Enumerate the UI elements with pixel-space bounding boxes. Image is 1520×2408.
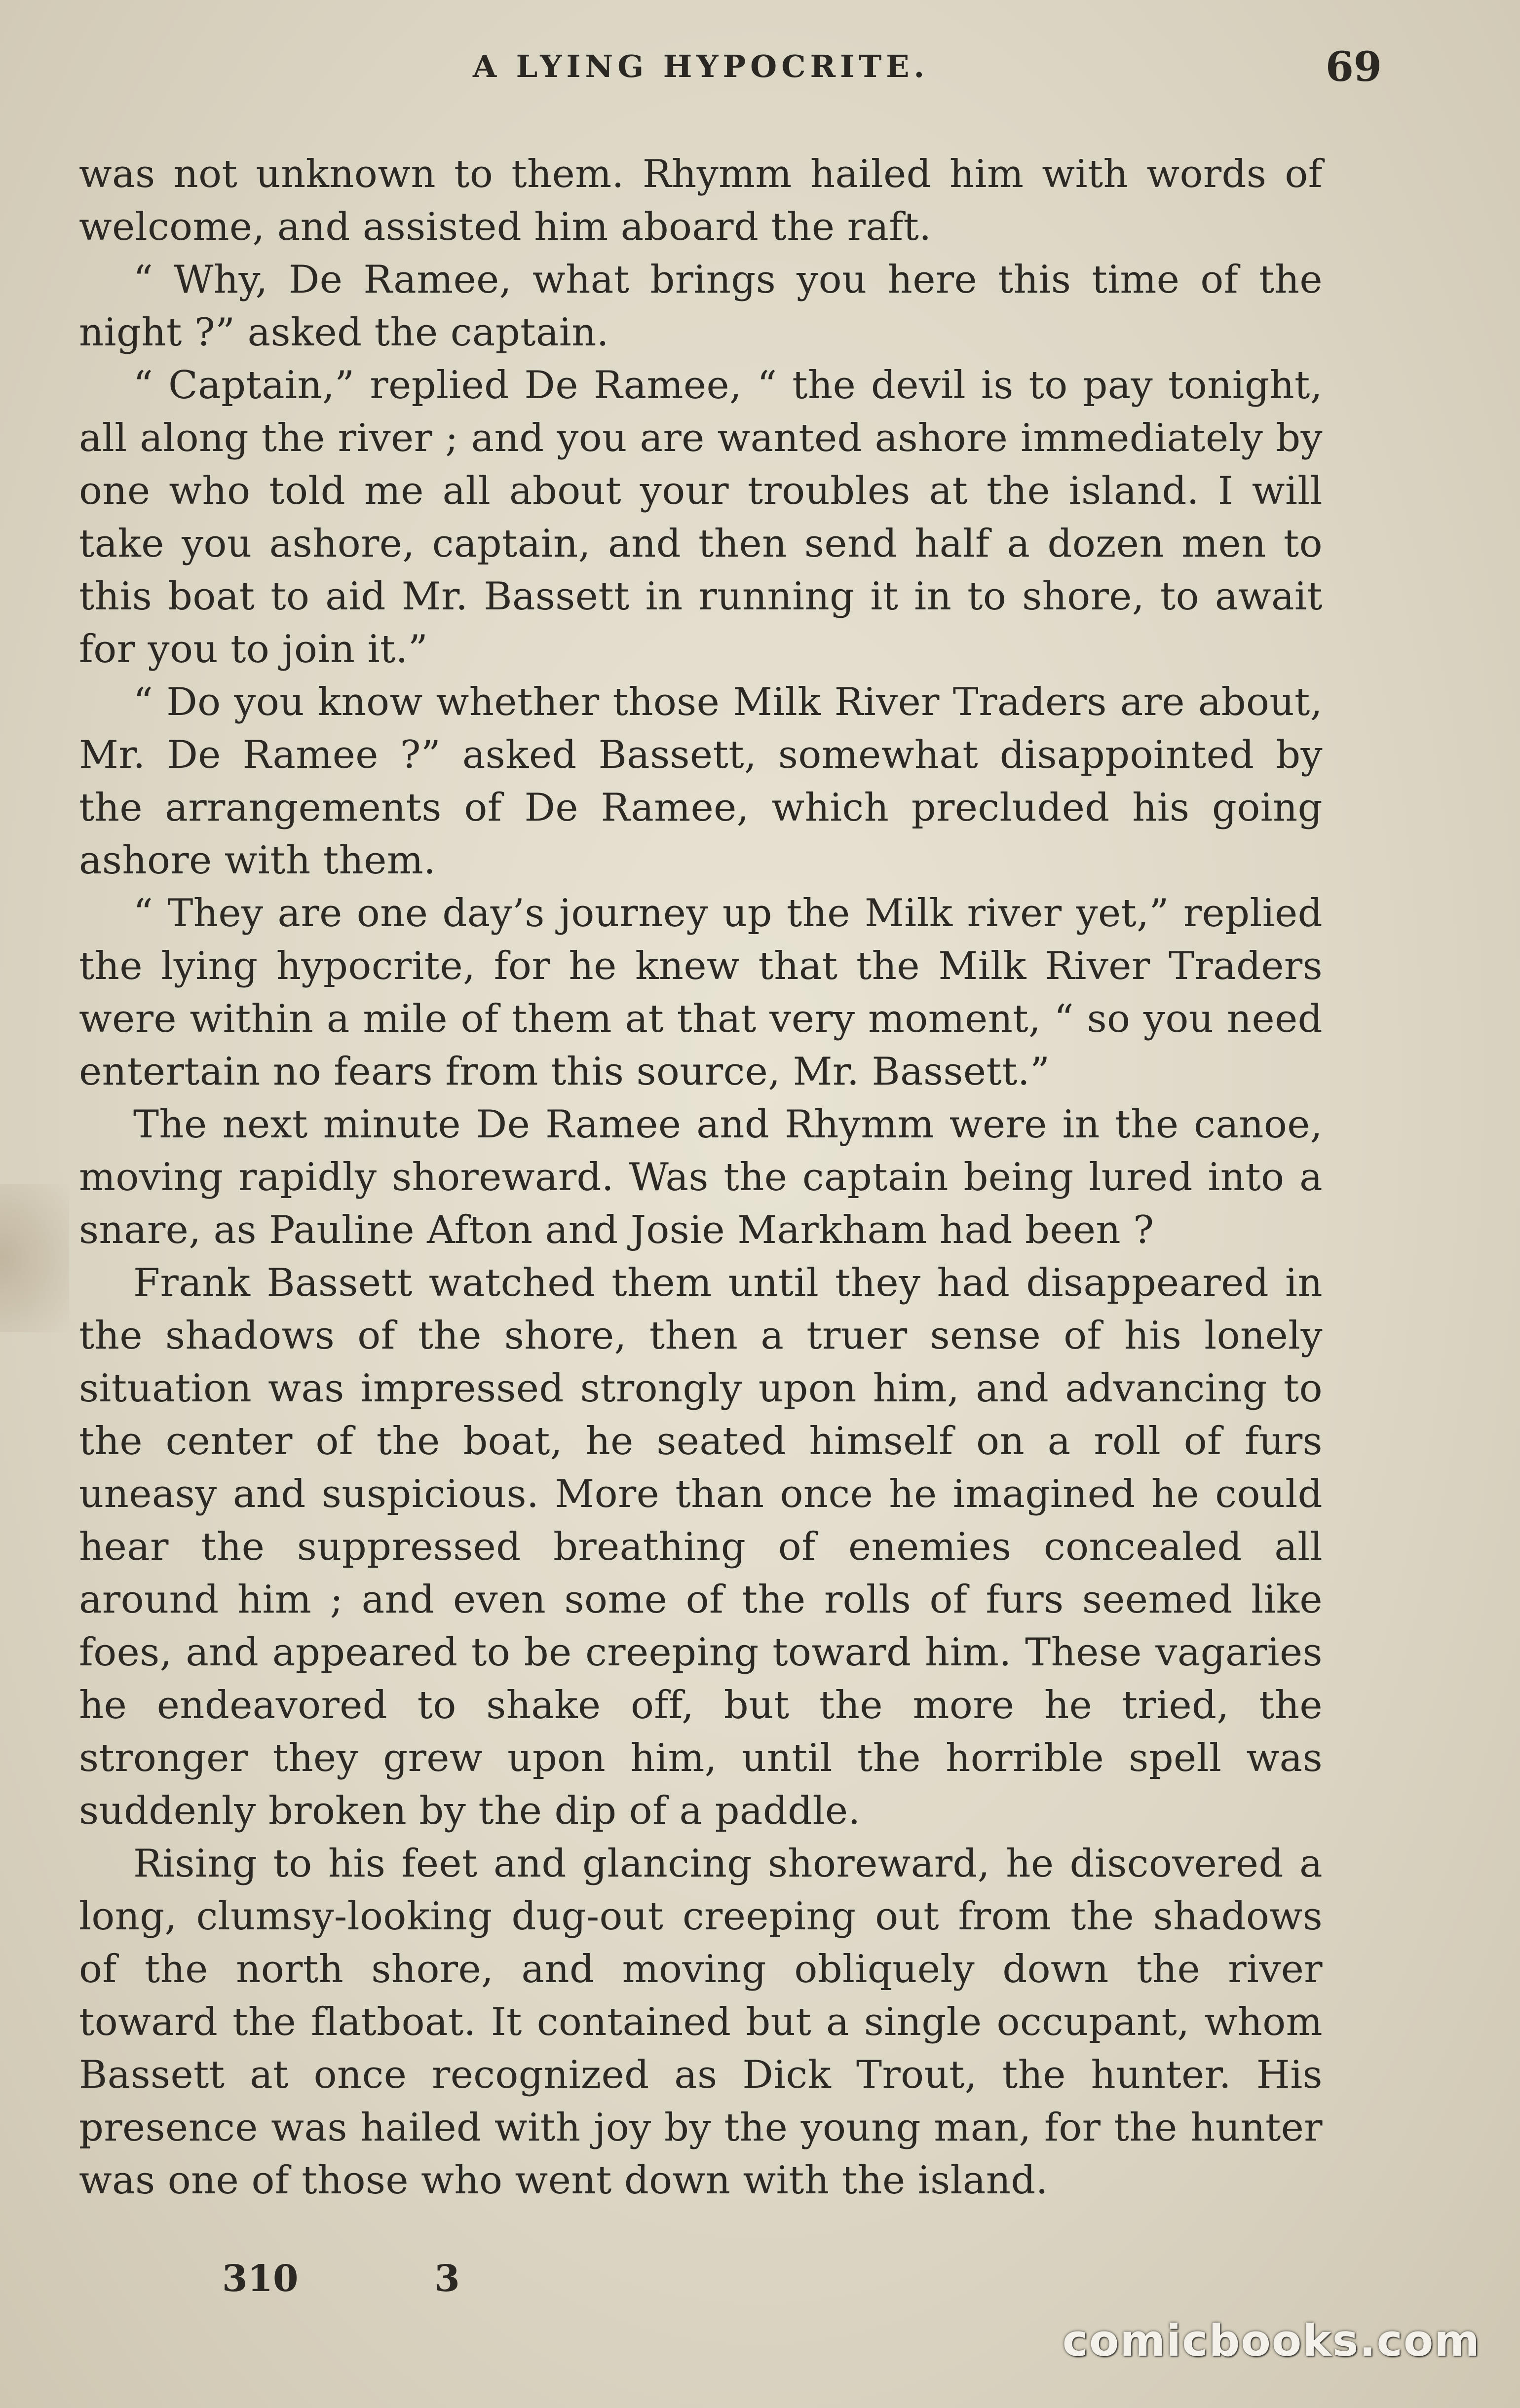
running-title: A LYING HYPOCRITE. bbox=[472, 48, 929, 84]
paragraph: “ Do you know whether those Milk River Traders are about, Mr. De Ramee ?” asked Bassett, somewhat disappointed by the arrangements of De Ramee, which precluded his going ashore with them. bbox=[79, 680, 1323, 883]
body-text bbox=[79, 148, 1323, 2207]
paragraph: was not unknown to them. Rhymm hailed him with words of welcome, and assisted him aboard the raft. bbox=[79, 152, 1323, 249]
paragraph: Frank Bassett watched them until they had disappeared in the shadows of the shore, then a truer sense of his lonely situation was impressed strongly upon him, and advancing to the center of the boat, he seated himself on a roll of furs uneasy and suspicious. More than once he imagined he could hear the suppressed breathing of enemies concealed all around him ; and even some of the rolls of furs seemed like foes, and appeared to be creeping toward him. These vagaries he endeavored to shake off, but the more he tried, the stronger they grew upon him, until the horrible spell was suddenly broken by the dip of a paddle. bbox=[79, 1261, 1323, 1833]
paragraph: “ Captain,” replied De Ramee, “ the devil is to pay tonight, all along the river ; and you are wanted ashore immediately by one who told me all about your troubles at the island. I will take you ashore, captain, and then send half a dozen men to this boat to aid Mr. Bassett in running it in to shore, to await for you to join it.” bbox=[79, 363, 1323, 672]
page-number: 69 bbox=[1325, 43, 1382, 91]
page-footer bbox=[222, 2258, 460, 2300]
page-edge-stain bbox=[0, 1184, 69, 1332]
footer-number: 310 bbox=[222, 2258, 299, 2300]
signature-mark: 3 bbox=[434, 2258, 460, 2300]
paragraph: Rising to his feet and glancing shoreward, he discovered a long, clumsy-looking dug-out creeping out from the shadows of the north shore, and moving obliquely down the river toward the flatboat. It contained but a single occupant, whom Bassett at once recognized as Dick Trout, the hunter. His presence was hailed with joy by the young man, for the hunter was one of those who went down with the island. bbox=[79, 1842, 1323, 2203]
paragraph: The next minute De Ramee and Rhymm were in the canoe, moving rapidly shoreward. Was the captain being lured into a snare, as Pauline Afton and Josie Markham had been ? bbox=[79, 1102, 1323, 1252]
watermark: comicbooks.com bbox=[1062, 2315, 1481, 2366]
page-header bbox=[79, 43, 1382, 103]
paragraph: “ They are one day’s journey up the Milk river yet,” replied the lying hypocrite, for he knew that the Milk River Traders were within a mile of them at that very moment, “ so you need entertain no fears from this source, Mr. Bassett.” bbox=[79, 891, 1323, 1094]
paragraph: “ Why, De Ramee, what brings you here this time of the night ?” asked the captain. bbox=[79, 258, 1323, 355]
